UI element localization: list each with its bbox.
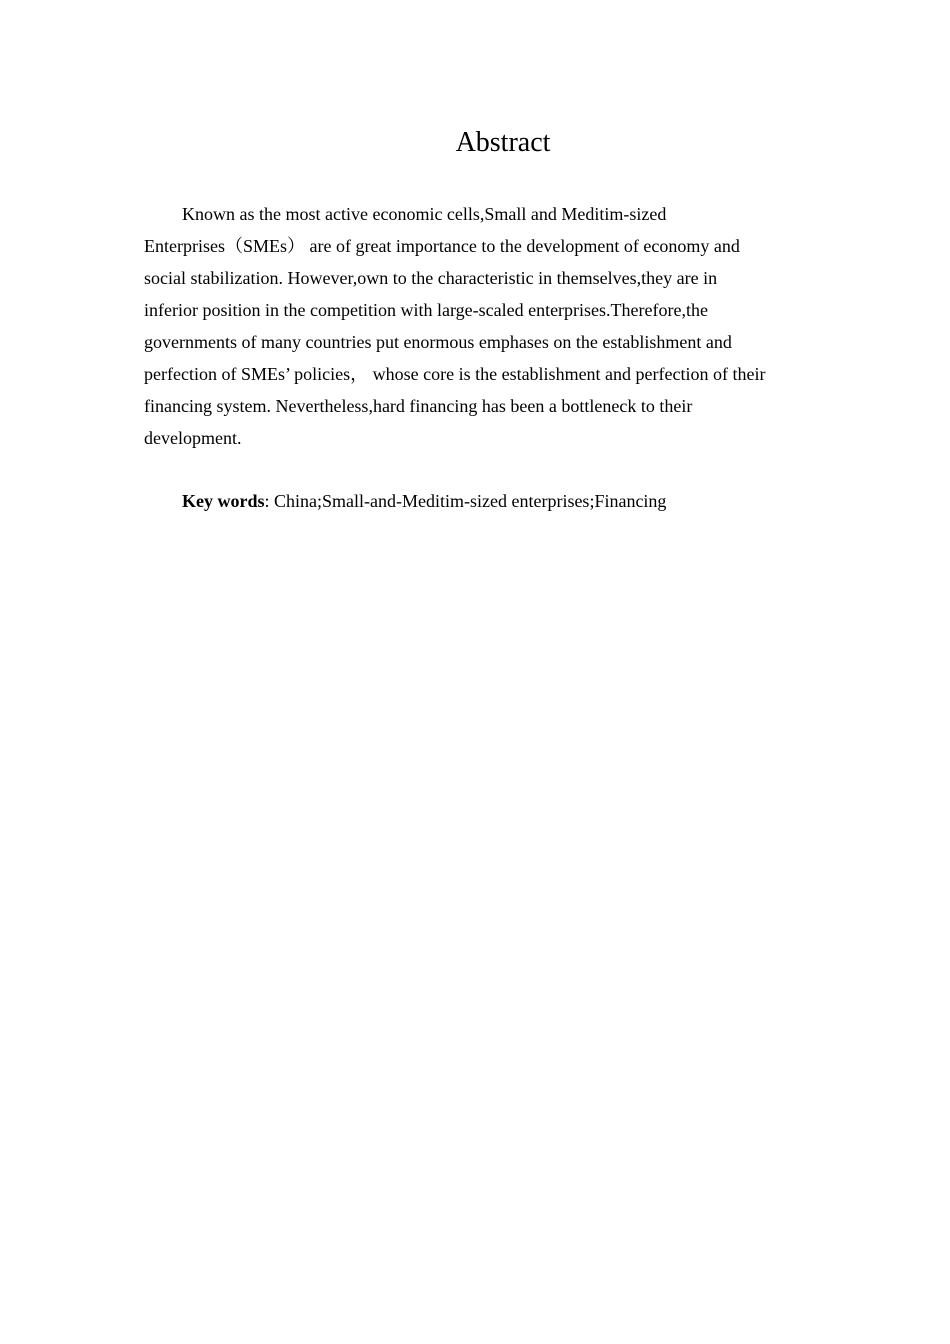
keywords-label: Key words (182, 491, 265, 511)
page-title: Abstract (455, 127, 551, 158)
abstract-line-3: social stabilization. However,own to the characteristic in themselves,they are in (144, 268, 718, 288)
abstract-line-7: financing system. Nevertheless,hard financing has been a bottleneck to their (144, 396, 693, 416)
abstract-line-5: governments of many countries put enormous emphases on the establishment and (144, 332, 732, 352)
abstract-line-4: inferior position in the competition with large-scaled enterprises.Therefore,the (144, 300, 708, 320)
abstract-line-8: development. (144, 428, 242, 448)
abstract-line-1: Known as the most active economic cells,Small and Meditim-sized (182, 204, 667, 224)
abstract-line-2: Enterprises（SMEs） are of great importance to the development of economy and (144, 236, 740, 256)
keywords-line (182, 485, 666, 517)
keywords-value: China;Small-and-Meditim-sized enterprises;Financing (274, 491, 667, 511)
abstract-line-6: perfection of SMEs’ policies， whose core is the establishment and perfection of their (144, 364, 766, 384)
keywords-separator: : (264, 491, 275, 511)
abstract-paragraph (144, 198, 814, 454)
